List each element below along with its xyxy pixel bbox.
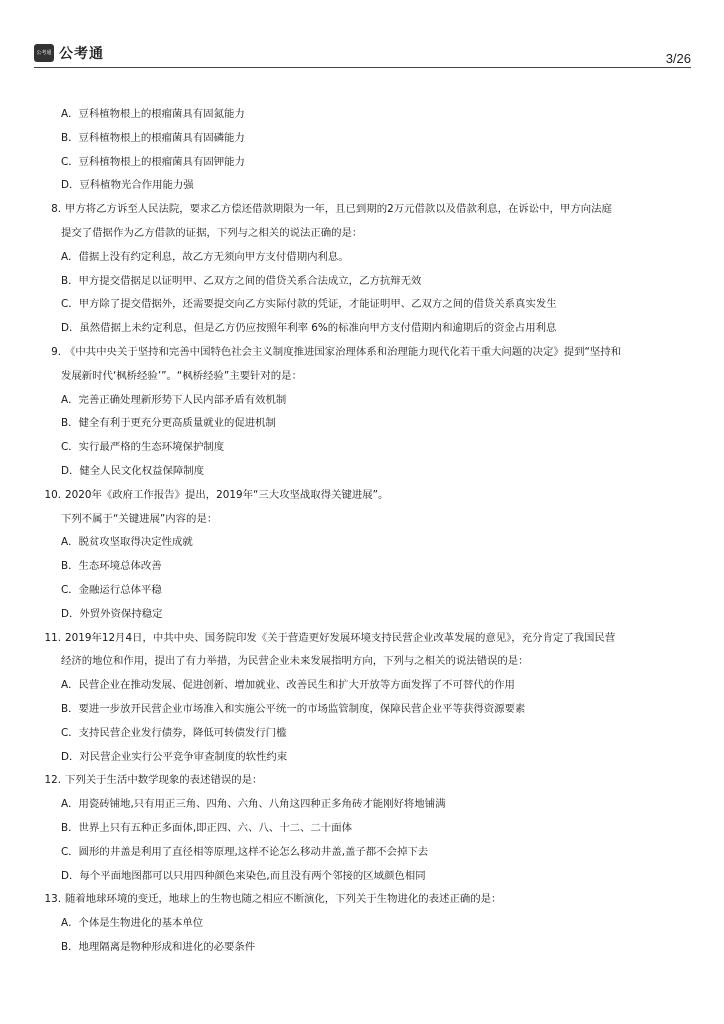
question-number: 10.	[44, 488, 61, 501]
question-text: 2019年12月4日，中共中央、国务院印发《关于营造更好发展环境支持民营企业改革发展的意见》，充分肯定了我国民营	[65, 631, 616, 644]
option-line: D．豆科植物光合作用能力强	[61, 179, 194, 192]
option-line: C．支持民营企业发行债券，降低可转债发行门槛	[61, 726, 287, 739]
question-number: 11.	[44, 631, 61, 644]
question-13	[34, 888, 694, 912]
question-number: 9.	[51, 345, 61, 358]
question-11	[34, 627, 694, 651]
option-line: D．健全人民文化权益保障制度	[61, 464, 205, 477]
option-line: A．借据上没有约定利息，故乙方无须向甲方支付借期内利息。	[61, 250, 349, 263]
option-line: D．对民营企业实行公平竞争审查制度的软性约束	[61, 750, 288, 763]
option-line: C．甲方除了提交借据外，还需要提交向乙方实际付款的凭证，才能证明甲、乙双方之间的借贷关系真实发生	[61, 298, 557, 311]
option-line: A．个体是生物进化的基本单位	[61, 917, 204, 930]
question-text-cont: 发展新时代‘枫桥经验’”。“枫桥经验”主要针对的是：	[61, 369, 302, 382]
question-text-cont: 经济的地位和作用，提出了有力举措，为民营企业未来发展指明方向，下列与之相关的说法错误的是：	[61, 655, 529, 668]
option-line: D．每个平面地图都可以只用四种颜色来染色,而且没有两个邻接的区域颜色相同	[61, 869, 426, 882]
option-line: A．民营企业在推动发展、促进创新、增加就业、改善民生和扩大开放等方面发挥了不可替代的作用	[61, 679, 515, 692]
question-text-cont: 下列不属于“关键进展”内容的是：	[61, 512, 218, 525]
option-line: A．脱贫攻坚取得决定性成就	[61, 536, 193, 549]
question-12	[34, 769, 694, 793]
question-text: 下列关于生活中数学现象的表述错误的是：	[65, 774, 263, 787]
question-text: 《中共中央关于坚持和完善中国特色社会主义制度推进国家治理体系和治理能力现代化若干重大问题的决定》提到“坚持和	[65, 345, 622, 358]
question-text-cont: 提交了借据作为乙方借款的证据，下列与之相关的说法正确的是：	[61, 226, 363, 239]
option-line: B．甲方提交借据足以证明甲、乙双方之间的借贷关系合法成立，乙方抗辩无效	[61, 274, 422, 287]
option-line: C．圆形的井盖是利用了直径相等原理,这样不论怎么移动井盖,盖子都不会掉下去	[61, 845, 429, 858]
question-9	[34, 341, 694, 365]
option-line: B．地理隔离是物种形成和进化的必要条件	[61, 940, 256, 953]
option-line: B．健全有利于更充分更高质量就业的促进机制	[61, 417, 276, 430]
option-line: B．世界上只有五种正多面体,即正四、六、八、十二、二十面体	[61, 821, 352, 834]
question-text: 甲方将乙方诉至人民法院，要求乙方偿还借款期限为一年，且已到期的2万元借款以及借款利息，在诉讼中，甲方向法庭	[65, 203, 612, 216]
option-line: D．虽然借据上未约定利息，但是乙方仍应按照年利率 6%的标准向甲方支付借期内和逾期后的资金占用利息	[61, 322, 557, 335]
option-line: A．豆科植物根上的根瘤菌具有固氮能力	[61, 108, 245, 120]
header-divider	[34, 67, 691, 68]
question-number: 13.	[44, 893, 61, 906]
question-10	[34, 484, 694, 508]
option-line: B．生态环境总体改善	[61, 560, 162, 573]
option-line: C．金融运行总体平稳	[61, 583, 162, 596]
option-line: B．要进一步放开民营企业市场准入和实施公平统一的市场监管制度，保障民营企业平等获得资源要素	[61, 702, 526, 715]
logo-mark: 公考通	[34, 44, 54, 62]
option-line: B．豆科植物根上的根瘤菌具有固磷能力	[61, 131, 245, 144]
question-number: 8.	[51, 203, 61, 216]
page-header	[34, 40, 691, 70]
logo-text: 公考通	[59, 46, 104, 62]
question-number: 12.	[44, 774, 61, 787]
option-line: A．用瓷砖铺地,只有用正三角、四角、六角、八角这四种正多角砖才能刚好将地铺满	[61, 798, 446, 811]
question-text: 随着地球环境的变迁，地球上的生物也随之相应不断演化，下列关于生物进化的表述正确的是：	[65, 893, 502, 906]
logo	[34, 43, 104, 63]
option-line: C．豆科植物根上的根瘤菌具有固钾能力	[61, 155, 245, 168]
option-line: C．实行最严格的生态环境保护制度	[61, 441, 225, 454]
question-text: 2020年《政府工作报告》提出，2019年“三大攻坚战取得关键进展”。	[65, 488, 389, 501]
option-line: A．完善正确处理新形势下人民内部矛盾有效机制	[61, 393, 287, 406]
document-body	[34, 103, 694, 960]
page-number: 3/26	[665, 51, 691, 66]
option-line: D．外贸外资保持稳定	[61, 607, 163, 620]
question-8	[34, 198, 694, 222]
